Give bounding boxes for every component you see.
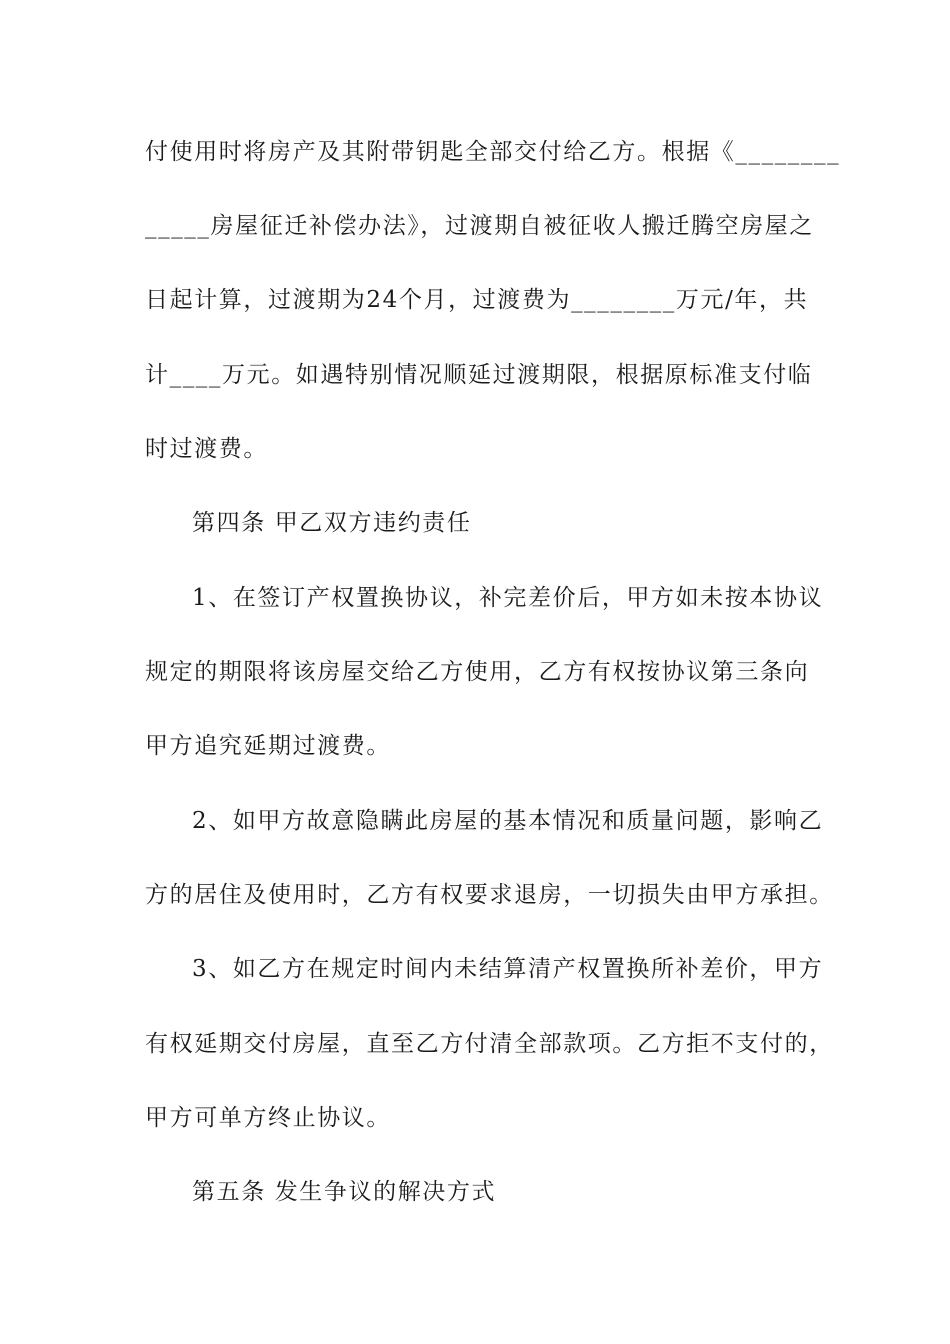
clause-1-line-2: 规定的期限将该房屋交给乙方使用，乙方有权按协议第三条向: [145, 659, 810, 685]
clause-1-line-1: 1、在签订产权置换协议，补完差价后，甲方如未按本协议: [192, 585, 824, 611]
clause-1-line-3: 甲方追究延期过渡费。: [145, 733, 391, 759]
clause-3-line-3: 甲方可单方终止协议。: [145, 1105, 391, 1131]
text-line-4: 计____万元。如遇特别情况顺延过渡期限，根据原标准支付临: [145, 362, 813, 388]
section-heading-article-5: 第五条 发生争议的解决方式: [192, 1179, 497, 1205]
section-heading-article-4: 第四条 甲乙双方违约责任: [192, 510, 472, 536]
clause-3-line-2: 有权延期交付房屋，直至乙方付清全部款项。乙方拒不支付的，: [145, 1031, 834, 1057]
text-line-1: 付使用时将房产及其附带钥匙全部交付给乙方。根据《________: [145, 139, 841, 165]
clause-3-line-1: 3、如乙方在规定时间内未结算清产权置换所补差价，甲方: [192, 956, 824, 982]
clause-2-line-2: 方的居住及使用时，乙方有权要求退房，一切损失由甲方承担。: [145, 882, 834, 908]
text-line-5: 时过渡费。: [145, 436, 268, 462]
text-line-3: 日起计算，过渡期为24个月，过渡费为________万元/年，共: [145, 287, 809, 313]
text-line-2: _____房屋征迁补偿办法》，过渡期自被征收人搬迁腾空房屋之: [145, 213, 814, 239]
clause-2-line-1: 2、如甲方故意隐瞒此房屋的基本情况和质量问题，影响乙: [192, 808, 824, 834]
